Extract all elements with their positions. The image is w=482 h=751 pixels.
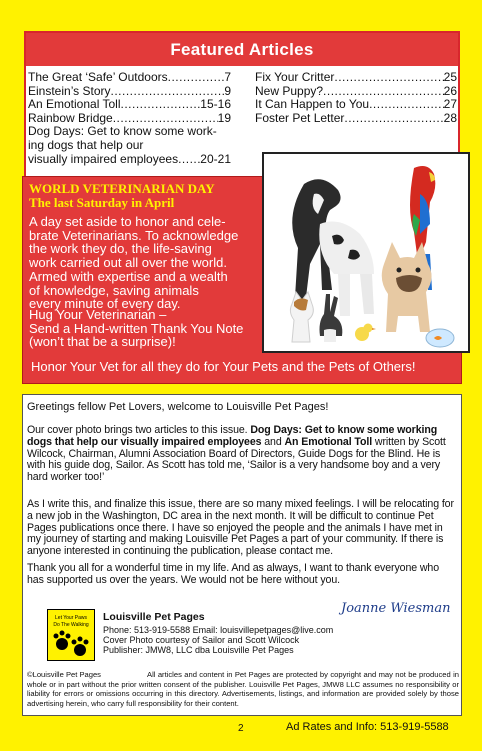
pet-pages-logo — [47, 609, 95, 661]
toc-item[interactable] — [28, 98, 231, 112]
toc-item[interactable] — [255, 85, 457, 99]
featured-articles-title: Featured Articles — [26, 33, 458, 66]
vet-hug-line: (won’t that be a surprise)! — [29, 334, 176, 350]
toc-item-title: The Great ‘Safe’ Outdoors — [28, 70, 168, 84]
toc-item[interactable] — [255, 71, 457, 85]
letter-bold-text: Dog Days: Get to know some working dogs that help our visually impaired employees — [27, 424, 438, 448]
vet-hug-line: Hug Your Veterinarian – — [29, 307, 167, 322]
legal-text: All articles and content in Pet Pages are protected by copyright and may not be produced in whole or in part without the prior written consent of the publisher. Louisville Pet Pages, JMW8 LLC assumes no responsibility or liability for errors or omissions occurring in this directory. Advertisements, listings, and information are provided solely by those advertising herein, who carry full responsibility for their content. — [27, 670, 459, 708]
ad-rates-info: Ad Rates and Info: 513-919-5588 — [286, 721, 449, 733]
vet-day-body — [29, 215, 265, 311]
legal-notice — [27, 670, 459, 708]
pets-illustration — [264, 154, 468, 351]
signature: Joanne Wiesman — [341, 601, 451, 616]
vet-body-line: A day set aside to honor and cele- — [29, 214, 226, 229]
copyright: ©Louisville Pet Pages — [27, 670, 101, 679]
toc-item[interactable] — [28, 71, 231, 85]
page — [18, 28, 464, 718]
letter-bold-text: An Emotional Toll — [284, 435, 373, 448]
vet-body-line: work carried out all over the world. — [29, 255, 227, 271]
toc-item-page: 25 — [443, 70, 457, 84]
toc-item-page: 7 — [224, 70, 231, 84]
vet-day-heading: WORLD VETERINARIAN DAY — [29, 181, 215, 196]
toc-left-column — [28, 71, 231, 166]
toc-item-page: 20-21 — [200, 151, 231, 166]
publisher-contact: Phone: 513-919-5588 Email: louisvillepetpages@live.com — [103, 625, 334, 635]
editor-letter — [22, 394, 462, 716]
letter-text: and — [261, 435, 285, 448]
letter-paragraph-2: As I write this, and finalize this issue, there are so many mixed feelings. I will be relocating for a new job in the Washington, DC area in the next month. It will be difficult to continue Pet Pages publications once there. I have so enjoyed the people and the animals I have met in my journey of starting and making Louisville Pet Pages a part of your community. If there is anyone interested in continuing the publication, please contact me. — [27, 498, 454, 558]
letter-text: written by Scott Wilcock, Chairman, Alumni Association Board of Directors, Guide Dogs for the Blind. He is with his guide dog, Sailor. As Scott has told me, ‘Sailor is a very handsome boy and a very hard worker too!’ — [27, 435, 446, 484]
toc-item-page: 26 — [443, 83, 457, 98]
letter-paragraph-1 — [27, 425, 457, 484]
toc-item[interactable] — [28, 112, 231, 126]
toc-item-page: 9 — [224, 83, 231, 98]
toc-item-title: It Can Happen to You — [255, 97, 370, 112]
toc-item-title: An Emotional Toll — [28, 97, 121, 112]
svg-text:Do The Walking: Do The Walking — [53, 622, 89, 628]
pets-photo — [262, 152, 470, 353]
letter-greeting: Greetings fellow Pet Lovers, welcome to Louisville Pet Pages! — [27, 401, 329, 413]
toc-item[interactable] — [28, 85, 231, 99]
publisher-photo-credit: Cover Photo courtesy of Sailor and Scott Wilcock — [103, 635, 300, 645]
publisher-name: Publisher: JMW8, LLC dba Louisville Pet Pages — [103, 645, 294, 655]
svg-text:Let Your Paws: Let Your Paws — [55, 615, 87, 621]
toc-item-title: Foster Pet Letter — [255, 110, 345, 125]
vet-hug-line: Send a Hand-written Thank You Note — [29, 320, 244, 336]
toc-item-dog-days[interactable] — [28, 125, 231, 166]
toc-item-line: visually impaired employees — [28, 151, 179, 166]
vet-body-line: of knowledge, saving animals — [29, 282, 199, 298]
vet-honor-line: Honor Your Vet for all they do for Your Pets and the Pets of Others! — [31, 359, 416, 374]
toc-item-page: 19 — [217, 110, 231, 125]
toc-item[interactable] — [255, 98, 457, 112]
letter-paragraph-3: Thank you all for a wonderful time in my life. And as always, I want to thank everyone who has supported us over the years. We would not be here without you. — [27, 562, 440, 586]
toc-item-line: ing dogs that help our — [28, 137, 144, 152]
toc-right-column — [255, 71, 457, 125]
vet-body-line: brate Veterinarians. To acknowledge — [29, 227, 239, 243]
vet-body-line: the work they do, the life-saving — [29, 241, 212, 257]
letter-text: Our cover photo brings two articles to this issue. — [27, 424, 251, 436]
vet-body-line: every minute of every day. — [29, 296, 181, 312]
toc-item-page: 15-16 — [200, 97, 231, 112]
toc-item-title: New Puppy? — [255, 83, 324, 98]
toc-item[interactable] — [255, 112, 457, 126]
toc-item-title: Einstein’s Story — [28, 83, 111, 98]
vet-day-subheading: The last Saturday in April — [29, 195, 175, 210]
page-number: 2 — [238, 723, 244, 734]
toc-item-line: Dog Days: Get to know some work- — [28, 124, 217, 139]
toc-item-page: 28 — [443, 110, 457, 125]
toc-item-title: Fix Your Critter — [255, 70, 335, 84]
publisher-info — [103, 625, 333, 655]
toc-item-title: Rainbow Bridge — [28, 110, 113, 125]
toc-item-page: 27 — [443, 97, 457, 112]
publisher-title: Louisville Pet Pages — [103, 611, 205, 623]
vet-body-line: Armed with expertise and a wealth — [29, 268, 228, 284]
paws-logo-icon — [48, 610, 94, 660]
